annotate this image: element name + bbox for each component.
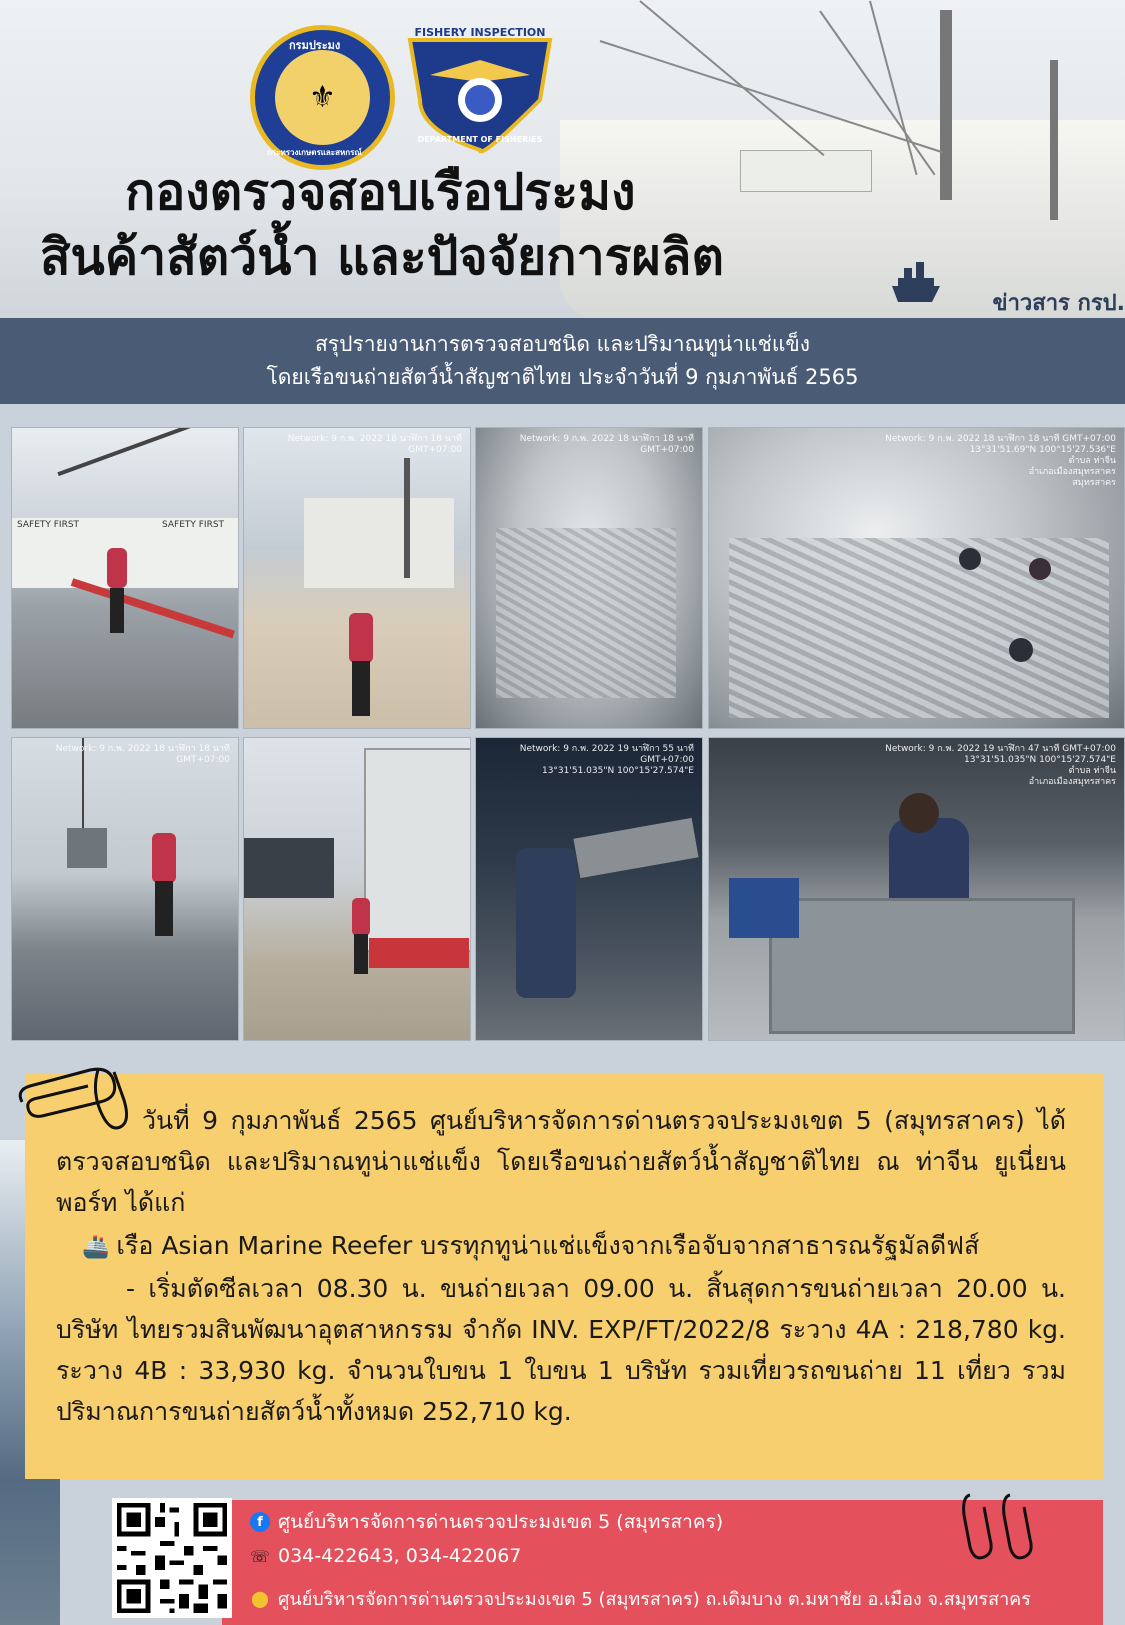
photo-inspector-on-deck	[12, 428, 238, 728]
photo-tuna-hold-1	[476, 428, 702, 728]
inspector-figure	[516, 848, 576, 998]
stamp-line: Network: 9 ก.พ. 2022 18 นาฬิกา 18 นาที GMT+07:00	[885, 434, 1116, 444]
footer-address-row	[250, 1584, 1031, 1613]
photo-night-inspection-2	[709, 738, 1124, 1040]
photo-inspector-at-port	[244, 428, 470, 728]
ship-name-line: เรือ Asian Marine Reefer บรรทุกทูน่าแช่แข็งจากเรือจับจากสาธารณรัฐมัลดีฟส์	[116, 1231, 980, 1260]
ship-cabin	[740, 150, 872, 192]
photo-timestamp: Network: 9 ก.พ. 2022 18 นาฬิกา 18 นาที GMT+07:00	[519, 434, 694, 455]
ship-mast	[1050, 60, 1058, 220]
report-paragraph-2	[56, 1225, 1066, 1268]
facebook-page-name[interactable]: ศูนย์บริหารจัดการด่านตรวจประมงเขต 5 (สมุทรสาคร)	[278, 1511, 724, 1533]
banner-line-1: สรุปรายงานการตรวจสอบชนิด และปริมาณทูน่าแช่แข็ง	[314, 332, 811, 356]
report-paragraph-3: - เริ่มตัดซีลเวลา 08.30 น. ขนถ่ายเวลา 09.00 น. สิ้นสุดการขนถ่ายเวลา 20.00 น. บริษัท ไทยรวมสินพัฒนาอุตสาหกรรม จำกัด INV. EXP/FT/2022/8 ระวาง 4A : 218,780 kg. ระวาง 4B : 33,930 kg. จำนวนใบขน 1 ใบขน 1 บริษัท รวมเที่ยวรถขนถ่าย 11 เที่ยว รวมปริมาณการขนถ่ายสัตว์น้ำทั้งหมด 252,710 kg.	[56, 1274, 1066, 1426]
photo-timestamp: Network: 9 ก.พ. 2022 18 นาฬิกา 18 นาที GMT+07:00	[287, 434, 462, 455]
office-address: ศูนย์บริหารจัดการด่านตรวจประมงเขต 5 (สมุทรสาคร) ถ.เดิมบาง ต.มหาชัย อ.เมือง จ.สมุทรสาคร	[278, 1589, 1031, 1610]
inspector-figure	[107, 548, 127, 588]
paperclip-icon	[960, 1485, 1050, 1565]
fishery-inspection-shield-logo	[400, 20, 560, 155]
stamp-line: 13°31'51.69"N 100°15'27.536"E	[969, 445, 1116, 455]
photo-night-inspection-1	[476, 738, 702, 1040]
seal-top-text: กรมประมง	[289, 39, 341, 52]
photo-crane-unloading	[12, 738, 238, 1040]
phone-numbers[interactable]: 034-422643, 034-422067	[278, 1545, 522, 1567]
ship-icon	[890, 258, 942, 304]
stamp-line: อำเภอเมืองสมุทรสาคร	[1028, 777, 1116, 787]
inspector-figure	[152, 833, 176, 883]
stamp-line: ตำบล ท่าจีน	[1068, 456, 1116, 466]
stamp-line: สมุทรสาคร	[1072, 478, 1116, 488]
photo-timestamp	[885, 744, 1116, 788]
inspector-figure	[352, 898, 370, 936]
safety-sign-b: SAFETY FIRST	[162, 520, 225, 530]
inspector-figure	[889, 818, 969, 908]
banner-line-2: โดยเรือขนถ่ายสัตว์น้ำสัญชาติไทย ประจำวันที่ 9 กุมภาพันธ์ 2565	[266, 365, 859, 389]
photo-timestamp	[476, 744, 694, 777]
facebook-icon: f	[250, 1512, 270, 1532]
photo-timestamp	[885, 434, 1116, 489]
report-banner	[0, 318, 1125, 404]
shield-top-text: FISHERY INSPECTION	[414, 26, 546, 39]
photo-tuna-hold-2	[709, 428, 1124, 728]
news-label: ข่าวสาร กรป.	[992, 291, 1125, 316]
seal-bottom-text: กระทรวงเกษตรและสหกรณ์	[267, 148, 362, 157]
report-paragraph-1: วันที่ 9 กุมภาพันธ์ 2565 ศูนย์บริหารจัดการด่านตรวจประมงเขต 5 (สมุทรสาคร) ได้ตรวจสอบชนิด และปริมาณทูน่าแช่แข็ง โดยเรือขนถ่ายสัตว์น้ำสัญชาติไทย ณ ท่าจีน ยูเนี่ยน พอร์ท ได้แก่	[56, 1106, 1066, 1217]
title-line-2: สินค้าสัตว์น้ำ และปัจจัยการผลิต	[40, 228, 724, 286]
qr-code[interactable]	[112, 1498, 232, 1618]
stamp-line: Network: 9 ก.พ. 2022 19 นาฬิกา 47 นาที GMT+07:00	[885, 744, 1116, 754]
shield-bottom-text: DEPARTMENT OF FISHERIES	[417, 135, 543, 144]
photo-truck-loading	[244, 738, 470, 1040]
stamp-line: Network: 9 ก.พ. 2022 19 นาฬิกา 55 นาที GMT+07:00	[519, 744, 694, 765]
stamp-line: อำเภอเมืองสมุทรสาคร	[1028, 467, 1116, 477]
title-line-1: กองตรวจสอบเรือประมง	[125, 163, 636, 221]
stamp-line: ตำบล ท่าจีน	[1068, 766, 1116, 776]
report-body	[56, 1100, 1066, 1432]
location-pin-icon: ⬤	[251, 1589, 269, 1608]
stamp-line: 13°31'51.035"N 100°15'27.574"E	[541, 766, 694, 776]
phone-icon: ☏	[250, 1546, 271, 1566]
safety-sign-a: SAFETY FIRST	[17, 520, 80, 530]
footer-phone-row[interactable]	[250, 1545, 521, 1567]
stamp-line: 13°31'51.035"N 100°15'27.574"E	[963, 755, 1116, 765]
ship-small-icon: 🚢	[82, 1235, 117, 1260]
department-seal-logo: ⚜ กรมประมง กระทรวงเกษตรและสหกรณ์	[250, 25, 395, 170]
inspector-figure	[349, 613, 373, 663]
ship-mast	[940, 10, 952, 200]
photo-timestamp: Network: 9 ก.พ. 2022 18 นาฬิกา 18 นาที GMT+07:00	[55, 744, 230, 765]
page-title	[40, 160, 724, 290]
footer-facebook-row[interactable]	[250, 1507, 723, 1537]
